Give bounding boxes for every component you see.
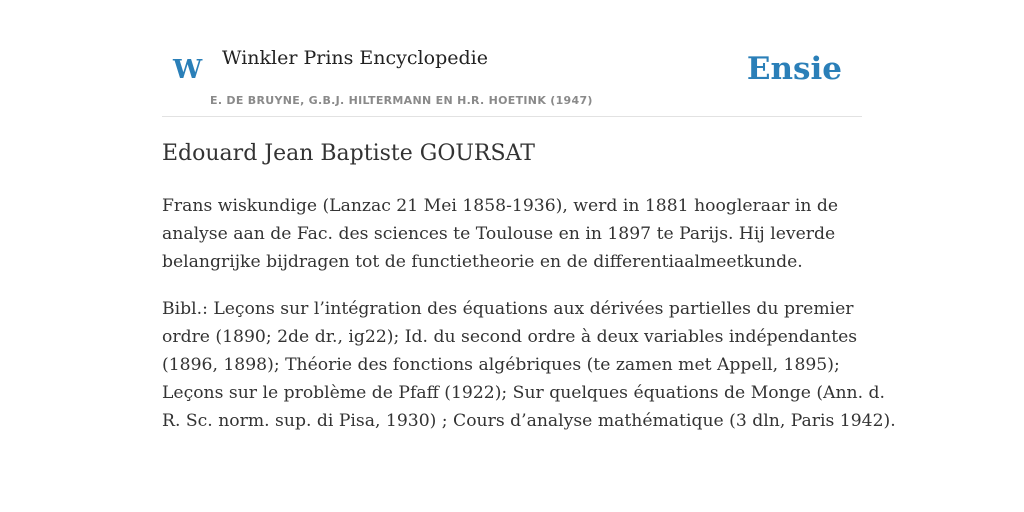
- site-logo-w[interactable]: W: [173, 55, 203, 85]
- ensie-brand-logo[interactable]: Ensie: [746, 51, 842, 87]
- article-bibliography: [162, 295, 896, 435]
- paragraph-line: belangrijke bijdragen tot de functietheorie en de differentiaalmeetkunde.: [162, 252, 803, 272]
- bibliography-line: ordre (1890; 2de dr., ig22); Id. du second ordre à deux variables indépendantes: [162, 327, 858, 347]
- paragraph-line: Frans wiskundige (Lanzac 21 Mei 1858-1936), werd in 1881 hoogleraar in de: [162, 196, 839, 216]
- site-title[interactable]: Winkler Prins Encyclopedie: [222, 47, 488, 69]
- page-content: [162, 0, 896, 512]
- bibliography-line: Bibl.: Leçons sur l’intégration des équations aux dérivées partielles du premier: [162, 299, 854, 319]
- site-header: [162, 0, 862, 117]
- article-paragraph-1: [162, 192, 862, 276]
- paragraph-line: analyse aan de Fac. des sciences te Toulouse en in 1897 te Parijs. Hij leverde: [162, 224, 836, 244]
- bibliography-line: Leçons sur le problème de Pfaff (1922); Sur quelques équations de Monge (Ann. d.: [162, 383, 885, 403]
- article-title: Edouard Jean Baptiste GOURSAT: [162, 141, 535, 166]
- bibliography-line: (1896, 1898); Théorie des fonctions algébriques (te zamen met Appell, 1895);: [162, 355, 840, 375]
- authors-line: E. DE BRUYNE, G.B.J. HILTERMANN EN H.R. HOETINK (1947): [210, 94, 593, 107]
- bibliography-line: R. Sc. norm. sup. di Pisa, 1930) ; Cours d’analyse mathématique (3 dln, Paris 1942).: [162, 411, 896, 431]
